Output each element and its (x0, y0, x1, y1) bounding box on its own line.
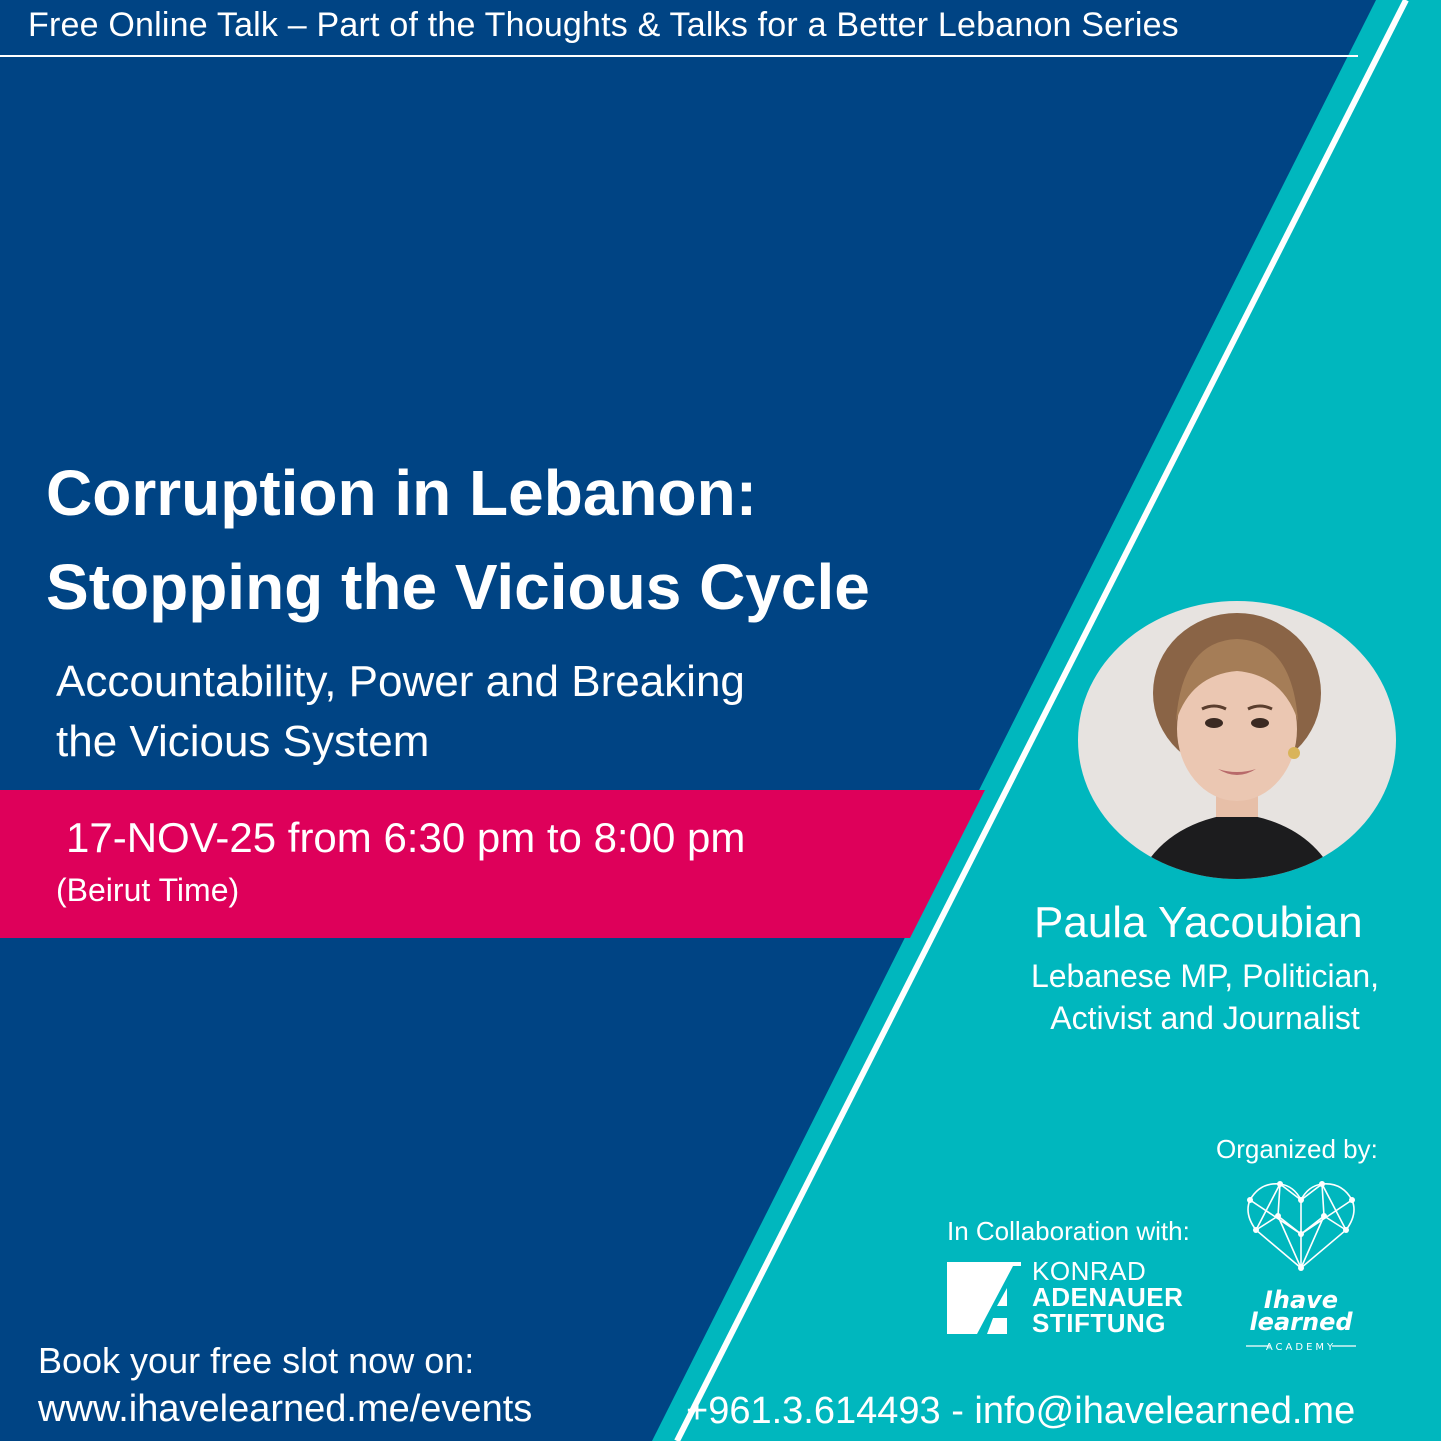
event-datetime: 17-NOV-25 from 6:30 pm to 8:00 pm (66, 814, 746, 861)
logo-text-ihave: Ihave (1263, 1286, 1339, 1314)
subtitle-line-2: the Vicious System (56, 717, 430, 766)
subtitle (56, 652, 745, 772)
kas-name (1032, 1258, 1183, 1336)
event-timezone: (Beirut Time) (56, 872, 240, 908)
booking-url-link[interactable]: www.ihavelearned.me/events (38, 1388, 533, 1430)
kas-name-line-3: STIFTUNG (1032, 1308, 1166, 1338)
title-line-2: Stopping the Vicious Cycle (46, 551, 870, 623)
speaker-portrait-icon (1078, 601, 1396, 879)
logo-text-learned: learned (1249, 1308, 1353, 1336)
heart-network-logo-icon (1238, 1176, 1364, 1356)
subtitle-line-1: Accountability, Power and Breaking (56, 657, 745, 706)
kas-name-line-1: KONRAD (1032, 1256, 1147, 1286)
date-strip (0, 790, 985, 938)
booking-label: Book your free slot now on: (38, 1340, 475, 1381)
collaboration-label: In Collaboration with: (947, 1216, 1190, 1246)
speaker-role (1020, 955, 1390, 1039)
logo-text-academy: ACADEMY (1265, 1342, 1337, 1353)
page-title (46, 446, 870, 634)
kas-name-line-2: ADENAUER (1032, 1282, 1184, 1312)
kas-logo-icon (947, 1262, 1021, 1334)
speaker-name: Paula Yacoubian (1034, 898, 1363, 947)
contact-info[interactable]: +961.3.614493 - info@ihavelearned.me (686, 1390, 1356, 1432)
speaker-role-line-2: Activist and Journalist (1050, 1000, 1360, 1036)
title-line-1: Corruption in Lebanon: (46, 457, 757, 529)
series-banner: Free Online Talk – Part of the Thoughts & Talks for a Better Lebanon Series (28, 6, 1179, 44)
organized-by-label: Organized by: (1216, 1134, 1378, 1164)
speaker-role-line-1: Lebanese MP, Politician, (1030, 958, 1380, 994)
